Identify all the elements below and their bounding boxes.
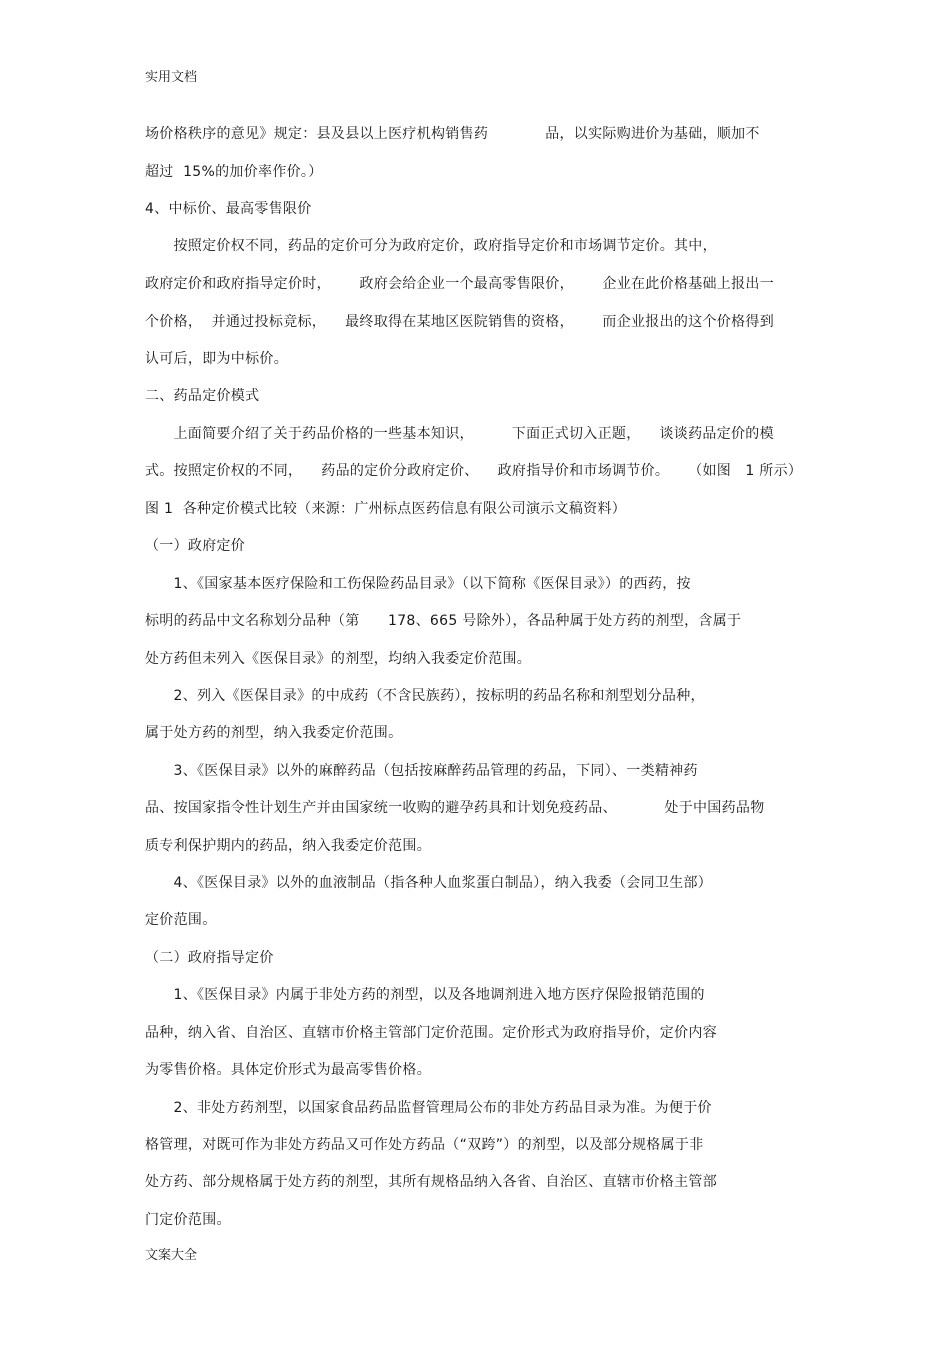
figure-caption: 图 1 各种定价模式比较（来源：广州标点医药信息有限公司演示文稿资料）	[145, 501, 627, 517]
text-line: 标明的药品中文名称划分品种（第 178、665 号除外），各品种属于处方药的剂型，含属于	[145, 613, 742, 629]
text-line: 上面简要介绍了关于药品价格的一些基本知识， 下面正式切入正题， 谈谈药品定价的模	[145, 426, 774, 442]
text-line: 认可后，即为中标价。	[145, 351, 288, 367]
text-line: 超过 15%的加价率作价。）	[145, 164, 323, 180]
page-footer: 文案大全	[145, 1248, 198, 1263]
text-line: 质专利保护期内的药品，纳入我委定价范围。	[145, 838, 431, 854]
text-line: 品种，纳入省、自治区、直辖市价格主管部门定价范围。定价形式为政府指导价，定价内容	[145, 1025, 717, 1041]
text-line: 场价格秩序的意见》规定：县及县以上医疗机构销售药 品，以实际购进价为基础，顺加不	[145, 126, 760, 142]
text-line: 式。按照定价权的不同， 药品的定价分政府定价、 政府指导价和市场调节价。 （如图 1 所示）	[145, 463, 803, 479]
page-header: 实用文档	[145, 70, 198, 85]
text-line: 按照定价权不同，药品的定价可分为政府定价，政府指导定价和市场调节定价。其中，	[145, 238, 717, 254]
text-line: 品、按国家指令性计划生产并由国家统一收购的避孕药具和计划免疫药品、 处于中国药品物	[145, 800, 765, 816]
subsection-heading: （一）政府定价	[145, 538, 246, 554]
text-line: 3、《医保目录》以外的麻醉药品（包括按麻醉药品管理的药品，下同）、一类精神药	[145, 763, 698, 779]
text-line: 格管理，对既可作为非处方药品又可作处方药品（“双跨”）的剂型，以及部分规格属于非	[145, 1137, 704, 1153]
subsection-heading: （二）政府指导定价	[145, 950, 274, 966]
text-line: 个价格， 并通过投标竞标， 最终取得在某地区医院销售的资格， 而企业报出的这个价格得到	[145, 314, 774, 330]
text-line: 2、列入《医保目录》的中成药（不含民族药），按标明的药品名称和剂型划分品种，	[145, 688, 705, 704]
section-heading: 4、中标价、最高零售限价	[145, 201, 312, 217]
text-line: 4、《医保目录》以外的血液制品（指各种人血浆蛋白制品），纳入我委（会同卫生部）	[145, 875, 713, 891]
text-line: 门定价范围。	[145, 1212, 231, 1228]
text-line: 定价范围。	[145, 912, 217, 928]
text-line: 处方药但未列入《医保目录》的剂型，均纳入我委定价范围。	[145, 651, 532, 667]
text-line: 政府定价和政府指导定价时， 政府会给企业一个最高零售限价， 企业在此价格基础上报出一	[145, 276, 774, 292]
text-line: 1、《医保目录》内属于非处方药的剂型，以及各地调剂进入地方医疗保险报销范围的	[145, 987, 705, 1003]
section-heading: 二、药品定价模式	[145, 388, 260, 404]
text-line: 为零售价格。具体定价形式为最高零售价格。	[145, 1062, 431, 1078]
text-line: 1、《国家基本医疗保险和工伤保险药品目录》（以下简称《医保目录》）的西药，按	[145, 576, 691, 592]
text-line: 处方药、部分规格属于处方药的剂型，其所有规格品纳入各省、自治区、直辖市价格主管部	[145, 1174, 717, 1190]
text-line: 2、非处方药剂型，以国家食品药品监督管理局公布的非处方药品目录为准。为便于价	[145, 1100, 712, 1116]
text-line: 属于处方药的剂型，纳入我委定价范围。	[145, 725, 403, 741]
